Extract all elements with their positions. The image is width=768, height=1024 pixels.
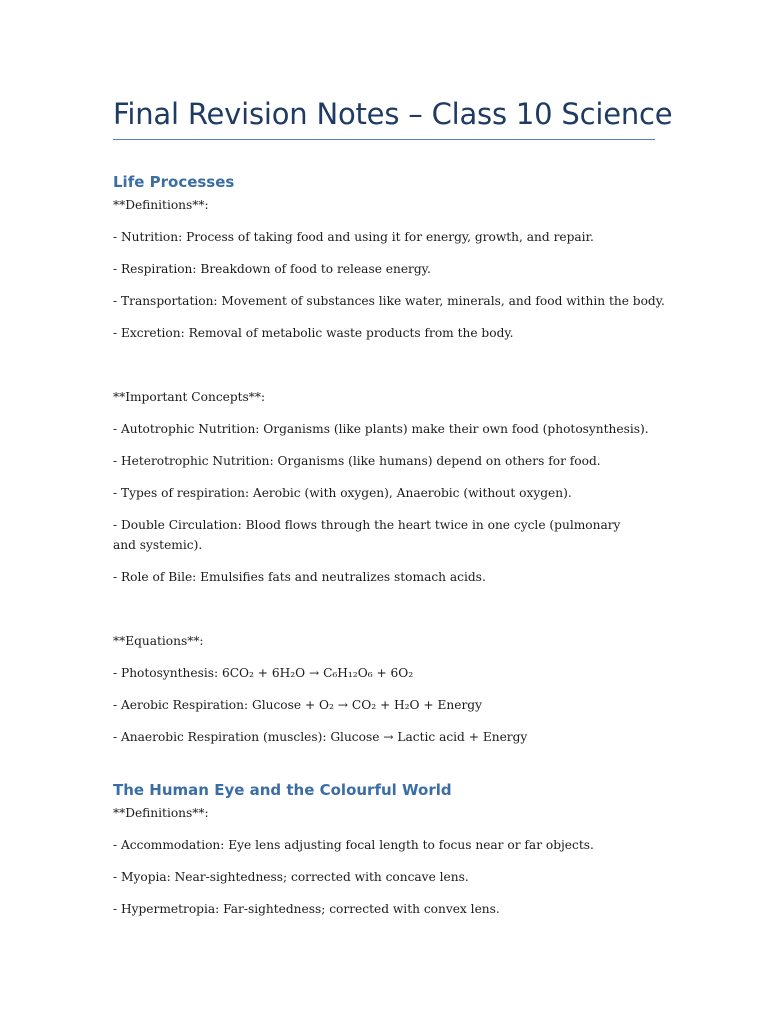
definition-nutrition: - Nutrition: Process of taking food and using it for energy, growth, and repair. xyxy=(113,230,594,244)
section-heading-human-eye: The Human Eye and the Colourful World xyxy=(113,781,452,799)
definition-hypermetropia: - Hypermetropia: Far-sightedness; corrected with convex lens. xyxy=(113,902,500,916)
equation-photosynthesis: - Photosynthesis: 6CO₂ + 6H₂O → C₆H₁₂O₆ + 6O₂ xyxy=(113,666,414,680)
subheading-definitions-eye: **Definitions**: xyxy=(113,806,209,820)
definition-excretion: - Excretion: Removal of metabolic waste products from the body. xyxy=(113,326,514,340)
title-underline xyxy=(113,139,655,140)
definition-accommodation: - Accommodation: Eye lens adjusting focal length to focus near or far objects. xyxy=(113,838,594,852)
equation-anaerobic: - Anaerobic Respiration (muscles): Glucose → Lactic acid + Energy xyxy=(113,730,528,744)
definition-transportation: - Transportation: Movement of substances like water, minerals, and food within the body. xyxy=(113,294,665,308)
concept-autotrophic: - Autotrophic Nutrition: Organisms (like plants) make their own food (photosynthesis). xyxy=(113,422,649,436)
subheading-important-concepts: **Important Concepts**: xyxy=(113,390,266,404)
subheading-equations: **Equations**: xyxy=(113,634,204,648)
document-title: Final Revision Notes – Class 10 Science xyxy=(113,97,673,131)
equation-aerobic: - Aerobic Respiration: Glucose + O₂ → CO₂ + H₂O + Energy xyxy=(113,698,482,712)
concept-bile: - Role of Bile: Emulsifies fats and neutralizes stomach acids. xyxy=(113,570,486,584)
subheading-definitions: **Definitions**: xyxy=(113,198,209,212)
definition-respiration: - Respiration: Breakdown of food to release energy. xyxy=(113,262,431,276)
concept-respiration-types: - Types of respiration: Aerobic (with oxygen), Anaerobic (without oxygen). xyxy=(113,486,572,500)
definition-myopia: - Myopia: Near-sightedness; corrected with concave lens. xyxy=(113,870,469,884)
section-heading-life-processes: Life Processes xyxy=(113,173,235,191)
concept-heterotrophic: - Heterotrophic Nutrition: Organisms (like humans) depend on others for food. xyxy=(113,454,601,468)
concept-double-circulation: - Double Circulation: Blood flows through the heart twice in one cycle (pulmonary and systemic). xyxy=(113,518,621,552)
